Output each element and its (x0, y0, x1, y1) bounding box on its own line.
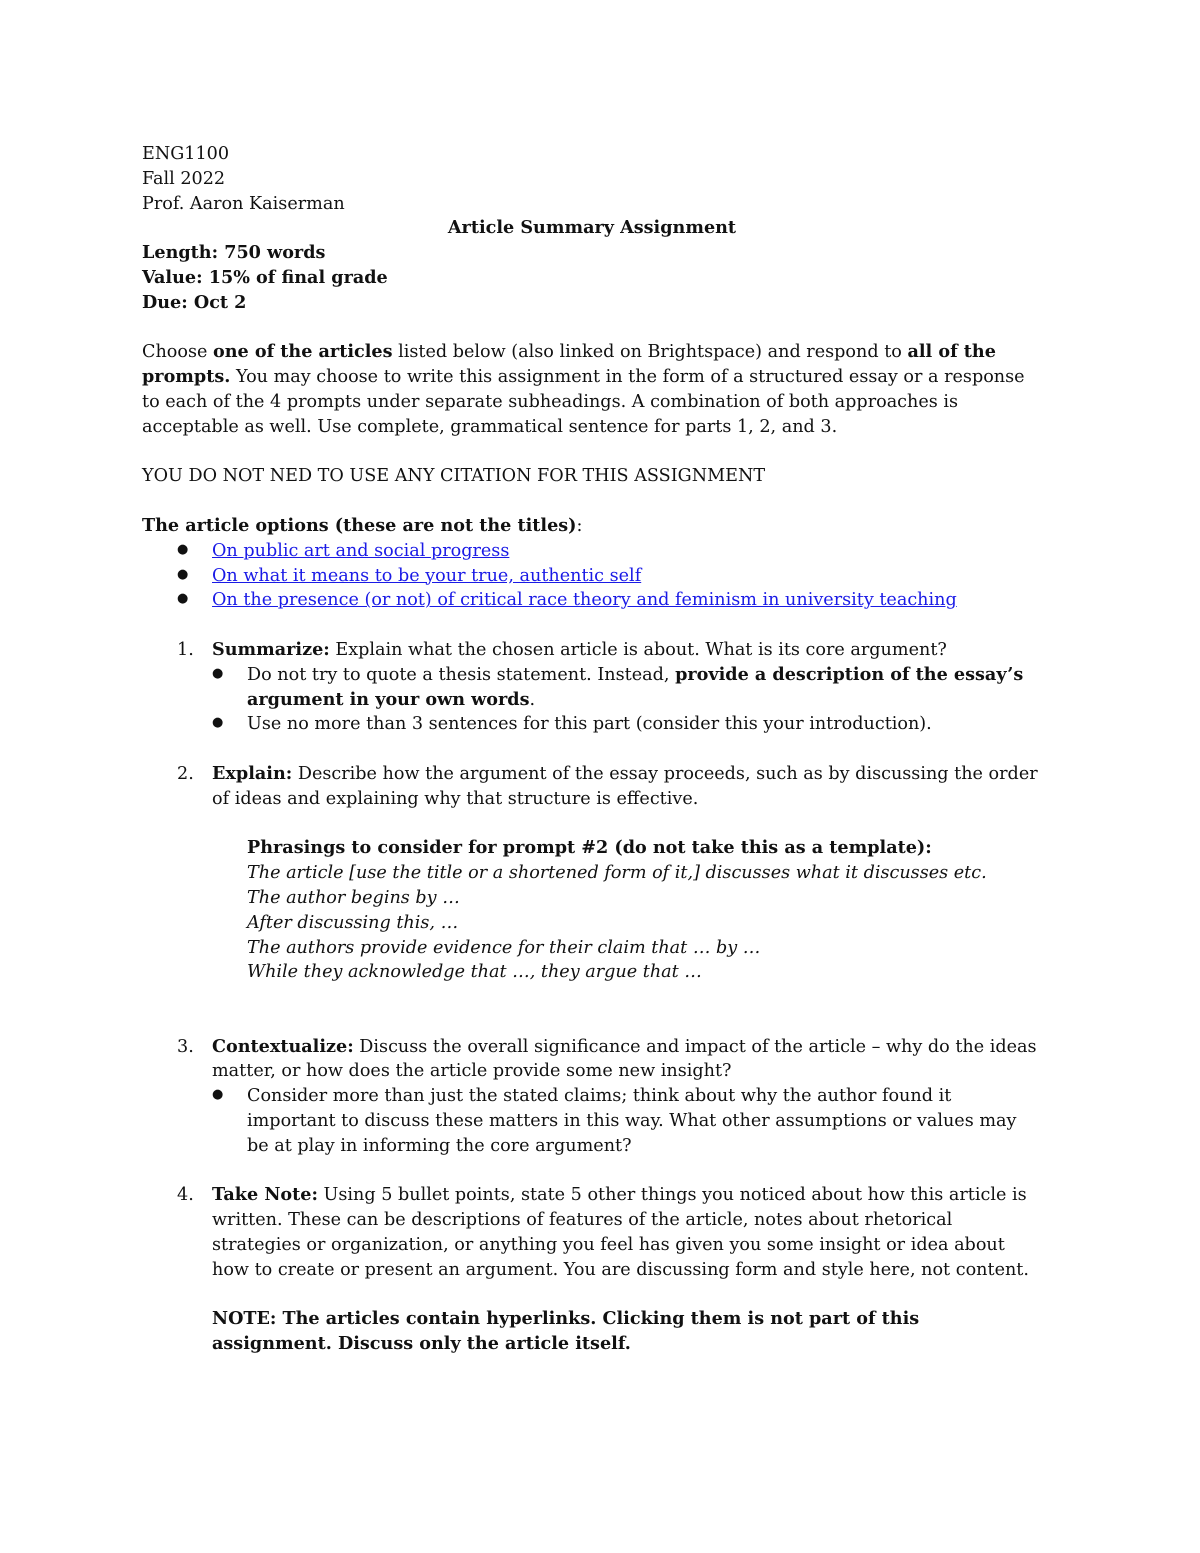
phrasing-line: While they acknowledge that …, they argue that … (247, 962, 702, 983)
bullet-bold-text: provide a description of the essay’s argument in your own words (247, 663, 1024, 710)
prompt-number: 3. (177, 1036, 194, 1057)
list-item: ● Use no more than 3 sentences for this part (consider this your introduction). (212, 712, 1042, 737)
value-detail: Value: 15% of final grade (142, 266, 388, 288)
summarize-bullets (142, 663, 1042, 737)
options-heading (142, 514, 1042, 539)
bullet-text-end: . (529, 689, 536, 710)
options-heading-text: The article options (these are not the titles) (142, 514, 577, 536)
intro-bold-2: all of the prompts. (142, 341, 996, 388)
due-detail: Due: Oct 2 (142, 291, 247, 313)
intro-text-2: listed below (also linked on Brightspace) and respond to (392, 342, 908, 363)
prompt-take-note (142, 1183, 1042, 1282)
phrasing-line: The author begins by … (247, 887, 460, 908)
term: Fall 2022 (142, 168, 226, 189)
phrasing-line: The authors provide evidence for their claim that … by … (247, 937, 761, 958)
prompt-label: Contextualize: (212, 1035, 354, 1057)
intro-paragraph (142, 340, 1042, 439)
length-detail: Length: 750 words (142, 242, 326, 264)
prompt-contextualize (142, 1035, 1042, 1085)
course-code: ENG1100 (142, 144, 230, 164)
bullet-text: Do not try to quote a thesis statement. Instead, (247, 664, 676, 685)
prompt-label: Take Note: (212, 1184, 318, 1206)
contextualize-bullets (142, 1084, 1042, 1158)
article-link-public-art[interactable]: On public art and social progress (212, 540, 510, 561)
prompt-body: Explain what the chosen article is about. What is its core argument? (329, 639, 947, 660)
list-item: ● Consider more than just the stated claims; think about why the author found it important to discuss these matters in this way. What other assumptions or values may be at play in informing the core argument? (212, 1084, 1042, 1158)
article-link-critical-race-theory[interactable]: On the presence (or not) of critical race theory and feminism in university teaching (212, 590, 957, 611)
phrasing-line: The article [use the title or a shortened form of it,] discusses what it discusses etc. (247, 863, 987, 884)
prompt-text (212, 762, 1042, 812)
intro-text-1: Choose (142, 342, 214, 363)
prompt-number: 4. (177, 1185, 194, 1206)
professor: Prof. Aaron Kaiserman (142, 193, 345, 214)
list-item (142, 564, 1042, 589)
list-item (212, 663, 1042, 713)
options-heading-colon: : (576, 515, 583, 536)
document-body (142, 142, 1042, 1357)
citation-notice: YOU DO NOT NED TO USE ANY CITATION FOR THIS ASSIGNMENT (142, 466, 766, 487)
prompt-text (212, 1183, 1042, 1282)
list-item (142, 588, 1042, 613)
prompt-body: Discuss the overall significance and impact of the article – why do the ideas matter, or how does the article provide some new insight? (212, 1036, 1037, 1082)
prompt-text (212, 1035, 1042, 1085)
intro-text-3: You may choose to write this assignment in the form of a structured essay or a response to each of the 4 prompts under separate subheadings. A combination of both approaches is acceptable as well. Use complete, grammatical sentence for parts 1, 2, and 3. (142, 367, 1025, 437)
prompt-number: 1. (177, 639, 194, 660)
phrasings-heading: Phrasings to consider for prompt #2 (do not take this as a template): (247, 837, 932, 859)
prompt-number: 2. (177, 763, 194, 784)
prompt-body: Describe how the argument of the essay proceeds, such as by discussing the order of ideas and explaining why that structure is effective. (212, 763, 1038, 809)
prompt-label: Explain: (212, 762, 293, 784)
article-links-list (142, 539, 1042, 613)
prompt-summarize (142, 638, 1042, 663)
hyperlink-note: NOTE: The articles contain hyperlinks. Clicking them is not part of this assignment. Discuss only the article itself. (212, 1308, 920, 1355)
article-link-authentic-self[interactable]: On what it means to be your true, authentic self (212, 565, 642, 586)
phrasings-block (142, 836, 1042, 985)
list-item (142, 539, 1042, 564)
prompt-explain (142, 762, 1042, 812)
prompt-label: Summarize: (212, 638, 330, 660)
intro-bold-1: one of the articles (213, 341, 393, 363)
assignment-title: Article Summary Assignment (447, 217, 737, 239)
prompt-body: Using 5 bullet points, state 5 other things you noticed about how this article is written. These can be descriptions of features of the article, notes about rhetorical strategies or organization, or anything you feel has given you some insight or idea about how to create or present an argument. You are discussing form and style here, not content. (212, 1185, 1029, 1280)
prompt-text (212, 638, 1042, 663)
phrasing-line: After discussing this, … (247, 912, 459, 933)
